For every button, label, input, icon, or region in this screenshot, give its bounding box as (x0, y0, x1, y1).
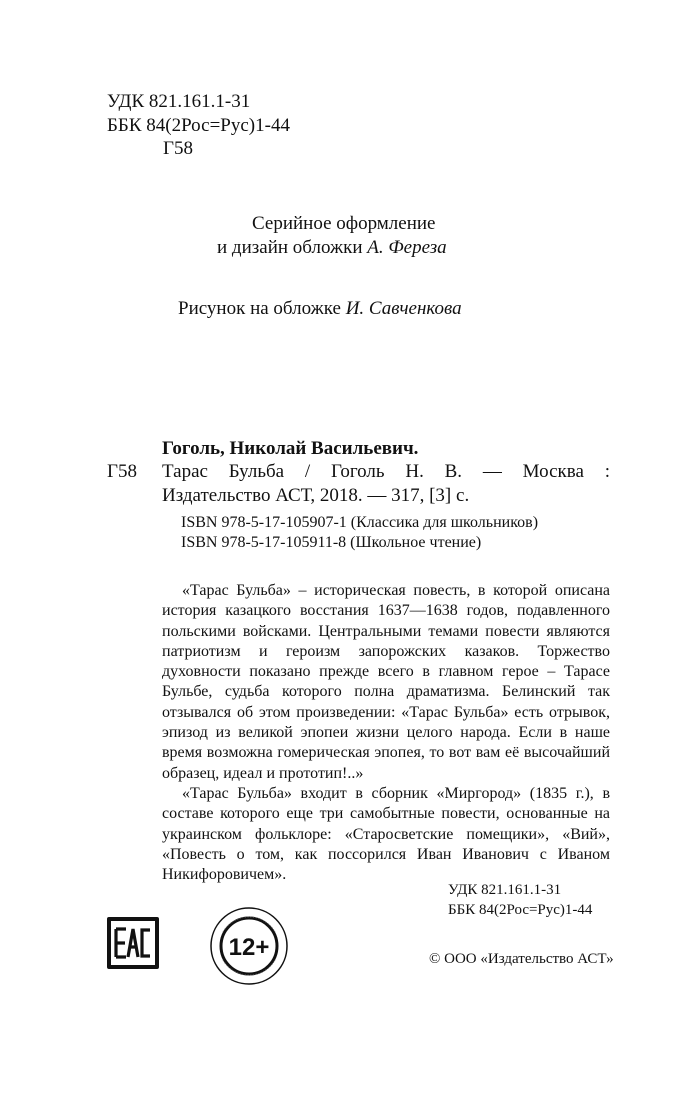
author-heading: Гоголь, Николай Васильевич. (162, 438, 419, 459)
author-mark-record: Г58 (107, 461, 137, 482)
annotation-paragraph-1: «Тарас Бульба» – историческая повесть, в которой описана история казацкого восстания 1637—1638 годов, подавленного польскими войсками. Центральными темами повести являются патриотизм и героизм запорожских казаков. Торжество духовности показано прежде всего в главном герое – Тарасе Бульбе, судьба которого полна драматизма. Белинский так отзывался об этом произведении: «Тарас Бульба» есть отрывок, эпизод из великой эпопеи жизни целого народа. Если в наше время возможна гомерическая эпопея, то вот вам её высочайший образец, идеал и прототип!..» (162, 582, 610, 782)
bbk-code-top: ББК 84(2Рос=Рус)1-44 (107, 115, 290, 136)
series-design-prefix: и дизайн обложки (217, 237, 368, 258)
author-mark-top: Г58 (163, 138, 193, 159)
copyright-line: © ООО «Издательство АСТ» (429, 951, 614, 967)
age-rating-badge (209, 906, 289, 986)
publisher-line: Издательство АСТ, 2018. — 317, [3] с. (162, 485, 470, 506)
series-design-line1: Серийное оформление (252, 213, 436, 234)
eac-logo-icon (111, 921, 155, 965)
series-design-line2 (217, 236, 447, 260)
title-line: Тарас Бульба / Гоголь Н. В. — Москва : (162, 461, 610, 482)
isbn-2: ISBN 978-5-17-105911-8 (Школьное чтение) (181, 534, 482, 551)
annotation (162, 581, 610, 885)
series-designer-name: А. Фереза (367, 237, 447, 258)
cover-illustration-line (178, 297, 462, 321)
udk-code-top: УДК 821.161.1-31 (107, 91, 251, 112)
cover-artist-name: И. Савченкова (345, 298, 462, 319)
cover-illustration-prefix: Рисунок на обложке (178, 298, 346, 319)
eac-conformity-logo (107, 917, 159, 969)
bbk-code-bottom: ББК 84(2Рос=Рус)1-44 (448, 902, 593, 918)
udk-code-bottom: УДК 821.161.1-31 (448, 882, 562, 898)
isbn-1: ISBN 978-5-17-105907-1 (Классика для школьников) (181, 514, 539, 531)
age-rating-label: 12+ (228, 934, 270, 961)
age-rating-icon (209, 906, 289, 986)
annotation-paragraph-2: «Тарас Бульба» входит в сборник «Миргород» (1835 г.), в составе которого еще три самобытные повести, основанные на украинском фольклоре: «Старосветские помещики», «Вий», «Повесть о том, как поссорился Иван Иванович с Иваном Никифоровичем». (162, 784, 610, 884)
